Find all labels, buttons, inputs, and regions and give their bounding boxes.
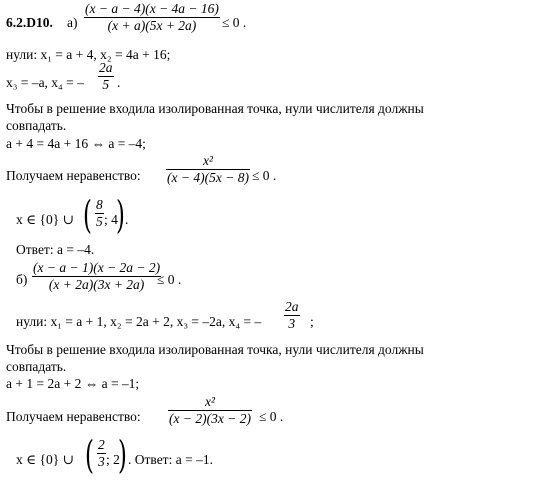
part-b-ineq-denominator: (x + 2a)(3x + 2a) — [48, 277, 145, 292]
part-b-set-end: ; 2 — [106, 452, 120, 467]
part-b-equation: a + 1 = 2a + 2 ⇔ a = –1; — [6, 376, 140, 391]
part-a-ineq-numerator: (x − a − 4)(x − 4a − 16) — [85, 1, 219, 16]
part-a-ineq-denominator: (x + a)(5x + 2a) — [107, 18, 197, 33]
part-b-x4-denominator: 3 — [288, 316, 296, 331]
part-b-got-label: Получаем неравенство: — [6, 409, 141, 424]
part-b-zeros: нули: x₁ = a + 1, x₂ = 2a + 2, x₃ = –2a, x₄ = – — [16, 314, 262, 329]
part-b-set-fraction — [97, 438, 106, 469]
part-b-x4-numerator: 2a — [285, 299, 299, 314]
part-a-set-end: ; 4 — [104, 212, 118, 227]
part-a-x4-numerator: 2a — [99, 60, 113, 75]
part-b-set-prefix: x ∈ {0} ∪ — [16, 452, 74, 467]
part-a-got-fraction — [166, 154, 250, 185]
right-paren: ) — [117, 433, 127, 477]
part-b-set-numerator: 2 — [98, 437, 105, 452]
part-a-set-numerator: 8 — [96, 197, 103, 212]
part-a-set-prefix: x ∈ {0} ∪ — [16, 212, 74, 227]
part-b-x4-fraction — [284, 300, 300, 331]
part-a-x4-fraction — [98, 61, 114, 92]
part-b-set-denominator: 3 — [98, 454, 105, 469]
part-a-x4-denominator: 5 — [102, 77, 110, 92]
part-a-label: а) — [67, 15, 78, 30]
part-a-x4-end: . — [117, 75, 121, 90]
part-b-ineq-relation: ≤ 0 . — [157, 272, 182, 287]
part-a-zeros-x3: x₃ = –a, x₄ = – — [6, 75, 84, 90]
part-b-isolated-text-1: Чтобы в решение входила изолированная точка, нули числителя должны — [6, 342, 424, 357]
part-a-got-numerator: x² — [202, 153, 213, 168]
part-b-set-tail: . Ответ: a = –1. — [128, 452, 213, 467]
right-paren: ) — [115, 193, 125, 237]
part-b-isolated-text-2: совпадать. — [6, 359, 67, 374]
part-b-got-numerator: x² — [204, 394, 215, 409]
part-a-answer: Ответ: a = –4. — [16, 242, 95, 257]
left-paren: ( — [82, 193, 92, 237]
part-a-equation: a + 4 = 4a + 16 ⇔ a = –4; — [6, 136, 146, 151]
part-a-inequality-fraction — [84, 2, 220, 33]
left-paren: ( — [84, 433, 94, 477]
part-a-zeros-line1: нули: x₁ = a + 4, x₂ = 4a + 16; — [6, 47, 171, 62]
part-b-got-fraction — [168, 395, 252, 426]
part-a-got-denominator: (x − 4)(5x − 8) — [167, 170, 249, 185]
problem-id: 6.2.D10. — [6, 15, 53, 30]
part-b-got-relation: ≤ 0 . — [259, 409, 284, 424]
part-a-set-denominator: 5 — [96, 214, 103, 229]
part-a-set-tail: . — [125, 212, 129, 227]
part-a-isolated-text-2: совпадать. — [6, 118, 67, 133]
part-a-isolated-text-1: Чтобы в решение входила изолированная точка, нули числителя должны — [6, 101, 424, 116]
part-b-ineq-numerator: (x − a − 1)(x − 2a − 2) — [33, 260, 161, 275]
part-b-inequality-fraction — [32, 261, 161, 292]
part-a-set-fraction — [95, 198, 104, 229]
part-b-x4-end: ; — [310, 314, 314, 329]
part-a-ineq-relation: ≤ 0 . — [222, 15, 247, 30]
part-b-got-denominator: (x − 2)(3x − 2) — [169, 411, 251, 426]
part-b-label: б) — [16, 272, 28, 287]
part-a-got-relation: ≤ 0 . — [252, 168, 277, 183]
part-a-got-label: Получаем неравенство: — [6, 168, 141, 183]
